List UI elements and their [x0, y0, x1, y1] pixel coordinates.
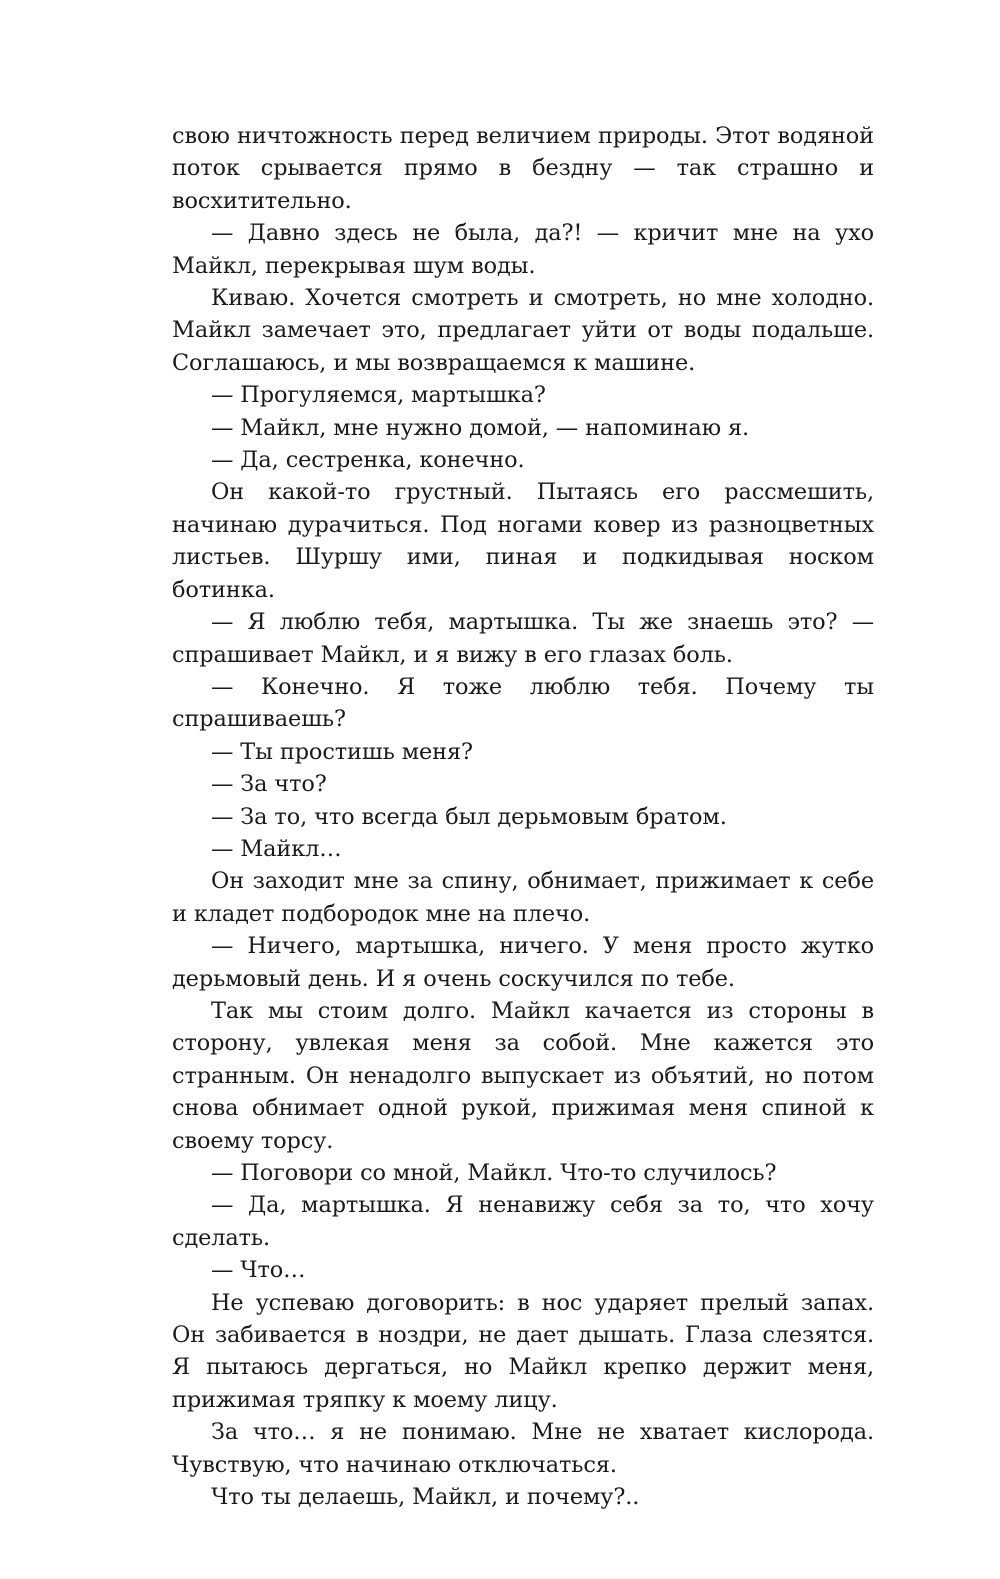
paragraph: Что ты делаешь, Майкл, и почему?..: [211, 1484, 640, 1511]
paragraph: — Майкл, мне нужно домой, — напоминаю я.: [211, 414, 750, 441]
paragraph: — Что…: [211, 1257, 306, 1284]
paragraph: — Конечно. Я тоже люблю тебя. Почему ты спрашиваешь?: [172, 673, 874, 733]
paragraph: Он какой-то грустный. Пытаясь его рассмешить, начинаю дурачиться. Под ногами ковер из разноцветных листьев. Шуршу ими, пиная и подкидывая носком ботинка.: [172, 479, 874, 603]
paragraph: свою ничтожность перед величием природы. Этот водяной поток срывается прямо в бездну — так страшно и восхитительно.: [172, 123, 874, 214]
paragraph: — Да, мартышка. Я ненавижу себя за то, что хочу сделать.: [172, 1192, 874, 1251]
paragraph: — За то, что всегда был дерьмовым братом.: [211, 803, 727, 830]
paragraph: — За что?: [211, 771, 327, 798]
paragraph: Не успеваю договорить: в нос ударяет прелый запах. Он забивается в ноздри, не дает дышать. Глаза слезятся. Я пытаюсь дергаться, но Майкл крепко держит меня, прижимая тряпку к моему лицу.: [172, 1289, 874, 1413]
paragraph: — Ты простишь меня?: [211, 738, 473, 765]
paragraph: — Поговори со мной, Майкл. Что-то случилось?: [211, 1160, 777, 1186]
paragraph: Он заходит мне за спину, обнимает, прижимает к себе и кладет подбородок мне на плечо.: [172, 868, 874, 927]
paragraph: — Давно здесь не была, да?! — кричит мне на ухо Майкл, перекрывая шум воды.: [172, 220, 874, 279]
book-page: [172, 120, 874, 1513]
paragraph: Так мы стоим долго. Майкл качается из стороны в сторону, увлекая меня за собой. Мне кажется это странным. Он ненадолго выпускает из объятий, но потом снова обнимает одной рукой, прижимая меня спиной к своему торсу.: [172, 997, 874, 1154]
paragraph: — Да, сестренка, конечно.: [211, 447, 525, 474]
paragraph: — Майкл…: [211, 835, 342, 862]
paragraph: — Я люблю тебя, мартышка. Ты же знаешь это? — спрашивает Майкл, и я вижу в его глазах боль.: [172, 609, 874, 668]
paragraph: — Прогуляемся, мартышка?: [211, 382, 546, 409]
paragraph: Киваю. Хочется смотреть и смотреть, но мне холодно. Майкл замечает это, предлагает уйти от воды подальше. Соглашаюсь, и мы возвращаемся к машине.: [172, 285, 874, 376]
paragraph: За что… я не понимаю. Мне не хватает кислорода. Чувствую, что начинаю отключаться.: [172, 1419, 874, 1478]
paragraph: — Ничего, мартышка, ничего. У меня просто жутко дерьмовый день. И я очень соскучился по тебе.: [172, 933, 874, 992]
